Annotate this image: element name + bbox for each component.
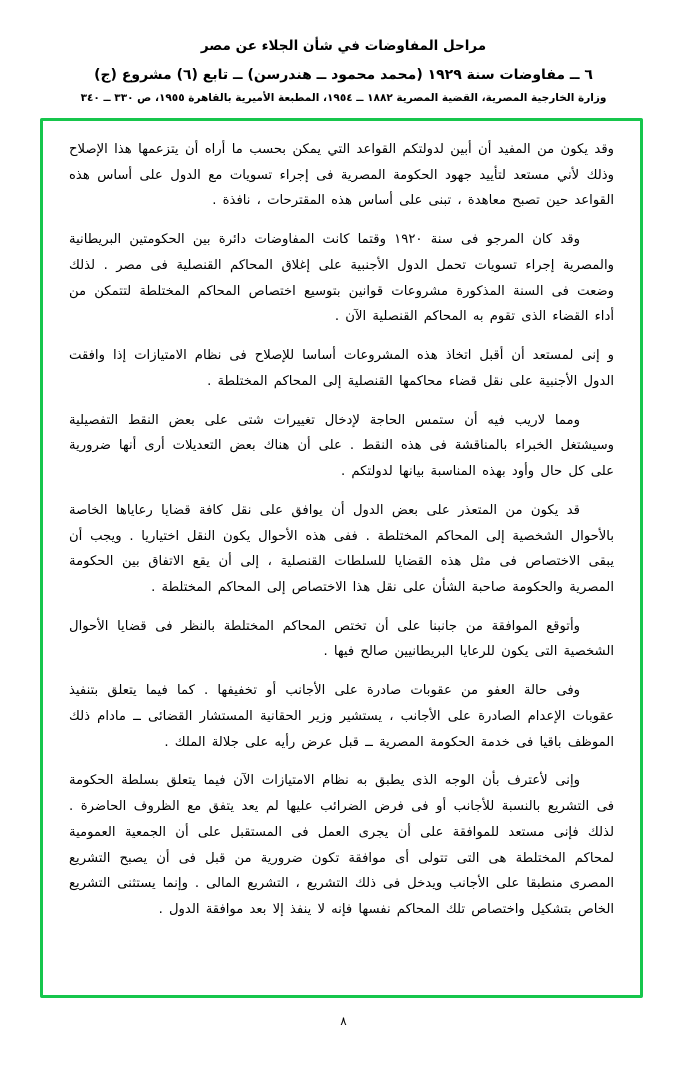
page-number: ٨	[340, 1014, 347, 1028]
bordered-text-frame	[40, 118, 643, 998]
body-paragraph: وأتوقع الموافقة من جانبنا على أن تختص المحاكم المختلطة بالنظر فى قضايا الأحوال الشخصية التى يكون للرعايا البريطانيين صالح فيها .	[69, 618, 614, 660]
page-title: مراحل المفاوضات في شأن الجلاء عن مصر	[200, 38, 487, 54]
body-paragraph: ومما لاريب فيه أن ستمس الحاجة لإدخال تغييرات شتى على بعض النقط التفصيلية وسيشتغل الخبراء بالمناقشة فى هذه النقط . على أن هناك بعض التعديلات أرى أنها ضرورية على كل حال وأود بهذه المناسبة بيانها لدولتكم .	[69, 412, 614, 480]
body-paragraph: وقد يكون من المفيد أن أبين لدولتكم القواعد التي يمكن بحسب ما أراه أن يتزعمها هذا الإصلاح وذلك لأني مستعد لتأييد جهود الحكومة المصرية فى إجراء تسويات مع الدول على أساس هذه القواعد حين تصبح معاهدة ، تبنى على أساس هذه المقترحات ، نافذة .	[69, 142, 614, 209]
body-paragraph: قد يكون من المتعذر على بعض الدول أن يوافق على نقل كافة قضايا رعاياها الخاصة بالأحوال الشخصية إلى المحاكم المختلطة . ففى هذه الأحوال يكون النقل اختياريا . ويجب أن يبقى الاختصاص فى مثل هذه القضايا للسلطات القنصلية ، إلى أن يقع الاتفاق بين الحكومة المصرية والحكومة صاحبة الشأن على نقل هذا الاختصاص إلى المحاكم المختلطة .	[69, 502, 614, 596]
body-paragraph: وفى حالة العفو من عقوبات صادرة على الأجانب أو تخفيفها . كما فيما يتعلق بتنفيذ عقوبات الإعدام الصادرة على الأجانب ، يستشير وزير الحقانية المستشار القضائى ــ مادام ذلك الموظف باقيا فى خدمة الحكومة المصرية ــ قبل عرض رأيه على جلالة الملك .	[69, 683, 614, 750]
body-paragraph: وقد كان المرجو فى سنة ١٩٢٠ وقتما كانت المفاوضات دائرة بين الحكومتين البريطانية والمصرية إجراء تسويات تحمل الدول الأجنبية على إغلاق المحاكم القنصلية فى مصر . لذلك وضعت فى السنة المذكورة مشروعات قوانين بتوسيع اختصاص المحاكم المختلطة لتتمكن من أداء القضاء الذى تقوم به المحاكم القنصلية الآن .	[69, 232, 614, 325]
document-header	[44, 38, 643, 104]
document-source-citation: وزارة الخارجية المصرية، القضية المصرية ١٨٨٢ ــ ١٩٥٤، المطبعة الأميرية بالقاهرة ١٩٥٥، ص ٣٣٠ ــ ٣٤٠	[80, 92, 607, 104]
document-subtitle: ٦ ــ مفاوضات سنة ١٩٢٩ (محمد محمود ــ هندرسن) ــ تابع (٦) مشروع (ج)	[94, 67, 593, 83]
body-paragraph: وإنى لأعترف بأن الوجه الذى يطبق به نظام الامتيازات الآن فيما يتعلق بسلطة الحكومة فى التشريع بالنسبة للأجانب أو فى فرض الضرائب عليها لم يعد يتفق مع الظروف الحاضرة . لذلك فإنى مستعد للموافقة على أن يجرى العمل فى المستقبل على أن الجمعية العمومية لمحاكم المختلطة هى التى تتولى أى موافقة تكون ضرورية من قبل فى أن يصبح التشريع المصرى منطبقا على الأجانب ويدخل فى ذلك التشريع ، التشريع المالى . وإنما يستثنى التشريع الخاص بتشكيل واختصاص تلك المحاكم نفسها فإنه لا ينفذ إلا بعد موافقة الدول .	[69, 773, 614, 918]
body-paragraph: و إنى لمستعد أن أقبل اتخاذ هذه المشروعات أساسا للإصلاح فى نظام الامتيازات إذا وافقت الدول الأجنبية على نقل قضاء محاكمها القنصلية إلى المحاكم المختلطة .	[69, 348, 614, 389]
